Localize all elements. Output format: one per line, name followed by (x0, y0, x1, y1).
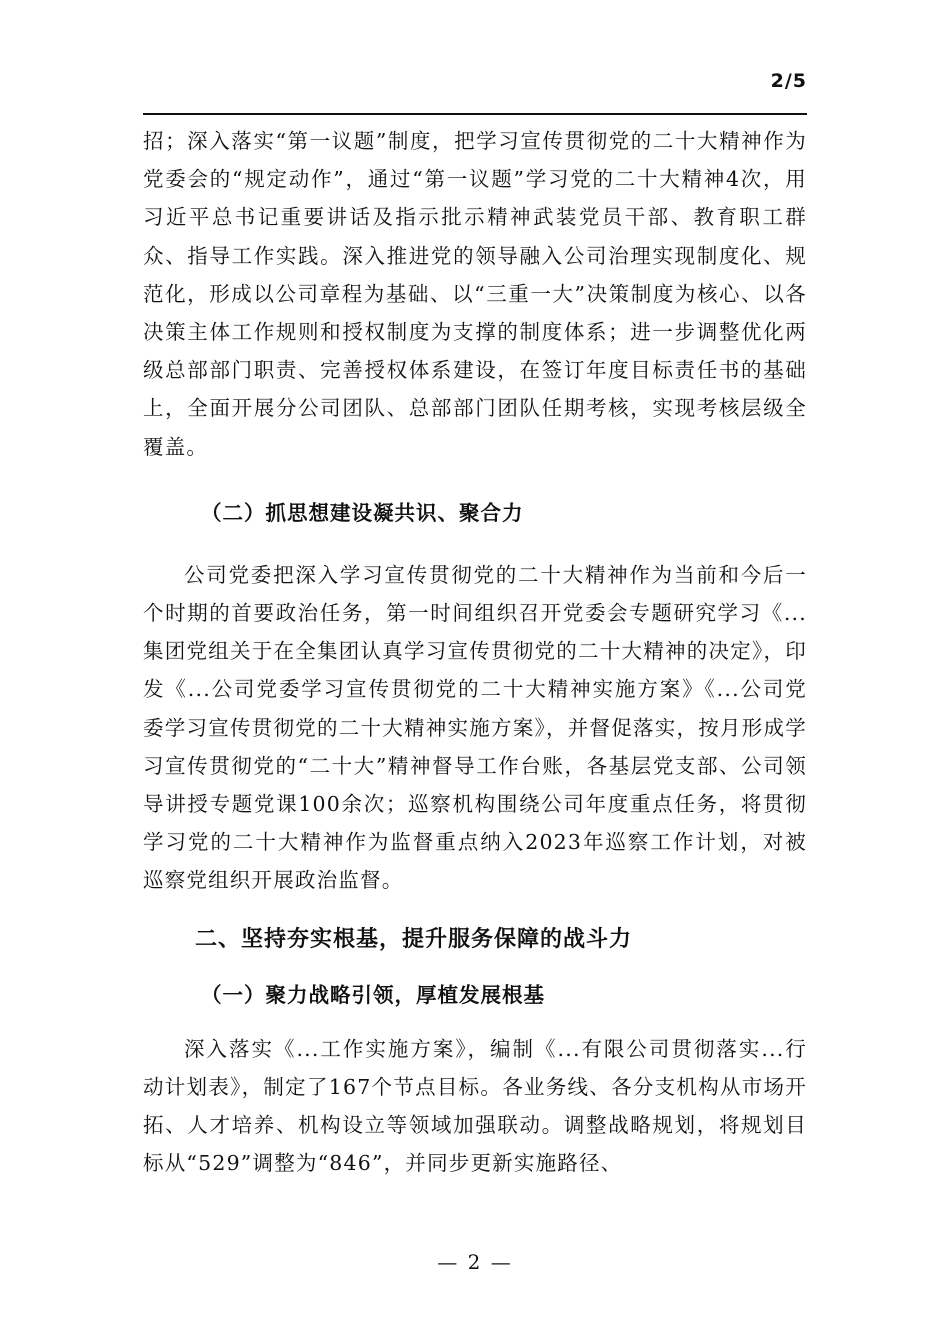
section-heading-2: （二）抓思想建设凝共识、聚合力 (201, 500, 524, 525)
header-divider (143, 113, 807, 115)
section-heading-1: （一）聚力战略引领，厚植发展根基 (201, 982, 545, 1007)
body-paragraph-continued: 招；深入落实“第一议题”制度，把学习宣传贯彻党的二十大精神作为党委会的“规定动作”，通过“第一议题”学习党的二十大精神4次，用习近平总书记重要讲话及指示批示精神武装党员干部、教育职工群众、指导工作实践。深入推进党的领导融入公司治理实现制度化、规范化，形成以公司章程为基础、以“三重一大”决策制度为核心、以各决策主体工作规则和授权制度为支撑的制度体系；进一步调整优化两级总部部门职责、完善授权体系建设，在签订年度目标责任书的基础上，全面开展分公司团队、总部部门团队任期考核，实现考核层级全覆盖。 (143, 129, 807, 459)
page-counter: 2/5 (770, 70, 807, 92)
page-number: — 2 — (437, 1250, 513, 1274)
body-paragraph: 公司党委把深入学习宣传贯彻党的二十大精神作为当前和今后一个时期的首要政治任务，第一时间组织召开党委会专题研究学习《...集团党组关于在全集团认真学习宣传贯彻党的二十大精神的决定》，印发《...公司党委学习宣传贯彻党的二十大精神实施方案》《...公司党委学习宣传贯彻党的二十大精神实施方案》，并督促落实，按月形成学习宣传贯彻党的“二十大”精神督导工作台账，各基层党支部、公司领导讲授专题党课100余次；巡察机构围绕公司年度重点任务，将贯彻学习党的二十大精神作为监督重点纳入2023年巡察工作计划，对被巡察党组织开展政治监督。 (143, 562, 807, 893)
document-body (143, 122, 807, 1182)
chapter-heading: 二、坚持夯实根基，提升服务保障的战斗力 (195, 926, 633, 952)
body-paragraph: 深入落实《...工作实施方案》，编制《...有限公司贯彻落实...行动计划表》，制定了167个节点目标。各业务线、各分支机构从市场开拓、人才培养、机构设立等领域加强联动。调整战略规划，将规划目标从“529”调整为“846”，并同步更新实施路径、 (143, 1036, 807, 1176)
